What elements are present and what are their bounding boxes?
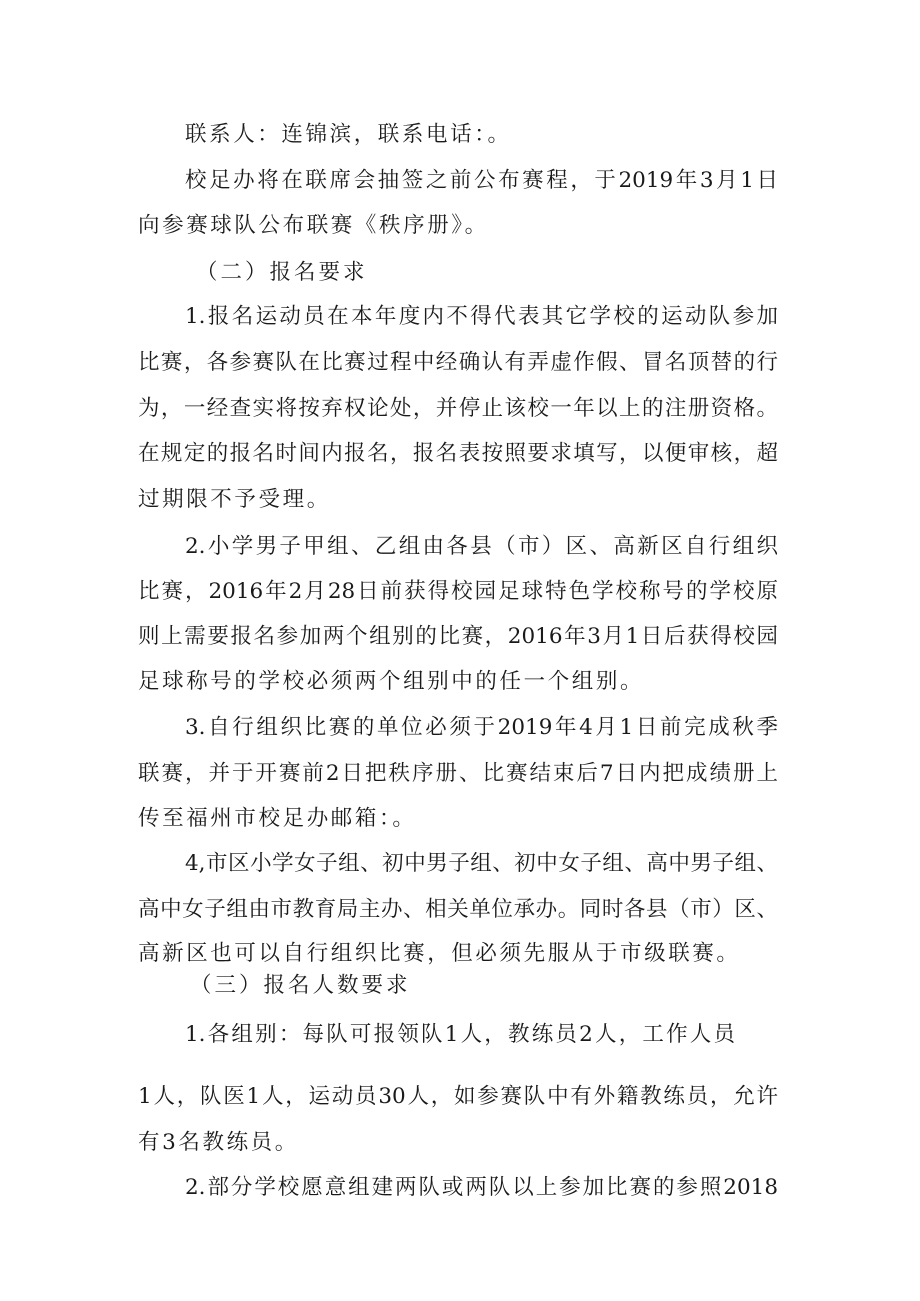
item-1-line-4: 在规定的报名时间内报名，报名表按照要求填写，以便审核，超 [138, 441, 778, 466]
item-4-line-3: 高新区也可以自行组织比赛，但必须先服从于市级联赛。 [138, 941, 741, 966]
numbers-item-1-line-1: 1.各组别：每队可报领队1人，教练员2人，工作人员 [185, 1022, 735, 1047]
item-2-line-2: 比赛，2016年2月28日前获得校园足球特色学校称号的学校原 [138, 579, 778, 604]
item-2-line-3: 则上需要报名参加两个组别的比赛，2016年3月1日后获得校园 [138, 624, 778, 649]
item-4-line-2: 高中女子组由市教育局主办、相关单位承办。同时各县（市）区、 [138, 897, 778, 922]
item-3-line-3: 传至福州市校足办邮箱：。 [138, 806, 417, 831]
item-2-line-1: 2.小学男子甲组、乙组由各县（市）区、高新区自行组织 [185, 534, 778, 559]
section-heading-registration-requirements: （二）报名要求 [196, 260, 368, 285]
item-3-line-1: 3.自行组织比赛的单位必须于2019年4月1日前完成秋季 [185, 715, 778, 740]
numbers-item-1-line-2: 1人，队医1人，运动员30人，如参赛队中有外籍教练员，允许 [138, 1084, 778, 1109]
item-4-line-1: 4,市区小学女子组、初中男子组、初中女子组、高中男子组、 [185, 851, 778, 876]
item-1-line-3: 为，一经查实将按弃权论处，并停止该校一年以上的注册资格。 [138, 396, 778, 421]
item-1-line-1: 1.报名运动员在本年度内不得代表其它学校的运动队参加 [185, 304, 778, 329]
numbers-item-2-line-1: 2.部分学校愿意组建两队或两队以上参加比赛的参照2018 [185, 1175, 778, 1200]
item-2-line-4: 足球称号的学校必须两个组别中的任一个组别。 [138, 669, 645, 694]
item-1-line-5: 过期限不予受理。 [138, 487, 331, 512]
item-3-line-2: 联赛，并于开赛前2日把秩序册、比赛结束后7日内把成绩册上 [138, 761, 778, 786]
numbers-item-1-line-3: 有3名教练员。 [138, 1130, 299, 1155]
schedule-paragraph-line-2: 向参赛球队公布联赛《秩序册》。 [138, 213, 489, 238]
contact-line: 联系人：连锦滨，联系电话：。 [185, 122, 512, 147]
item-1-line-2: 比赛，各参赛队在比赛过程中经确认有弄虚作假、冒名顶替的行 [138, 350, 778, 375]
section-heading-registration-numbers: （三）报名人数要求 [190, 973, 411, 998]
schedule-paragraph-line-1: 校足办将在联席会抽签之前公布赛程，于2019年3月1日 [185, 168, 778, 193]
